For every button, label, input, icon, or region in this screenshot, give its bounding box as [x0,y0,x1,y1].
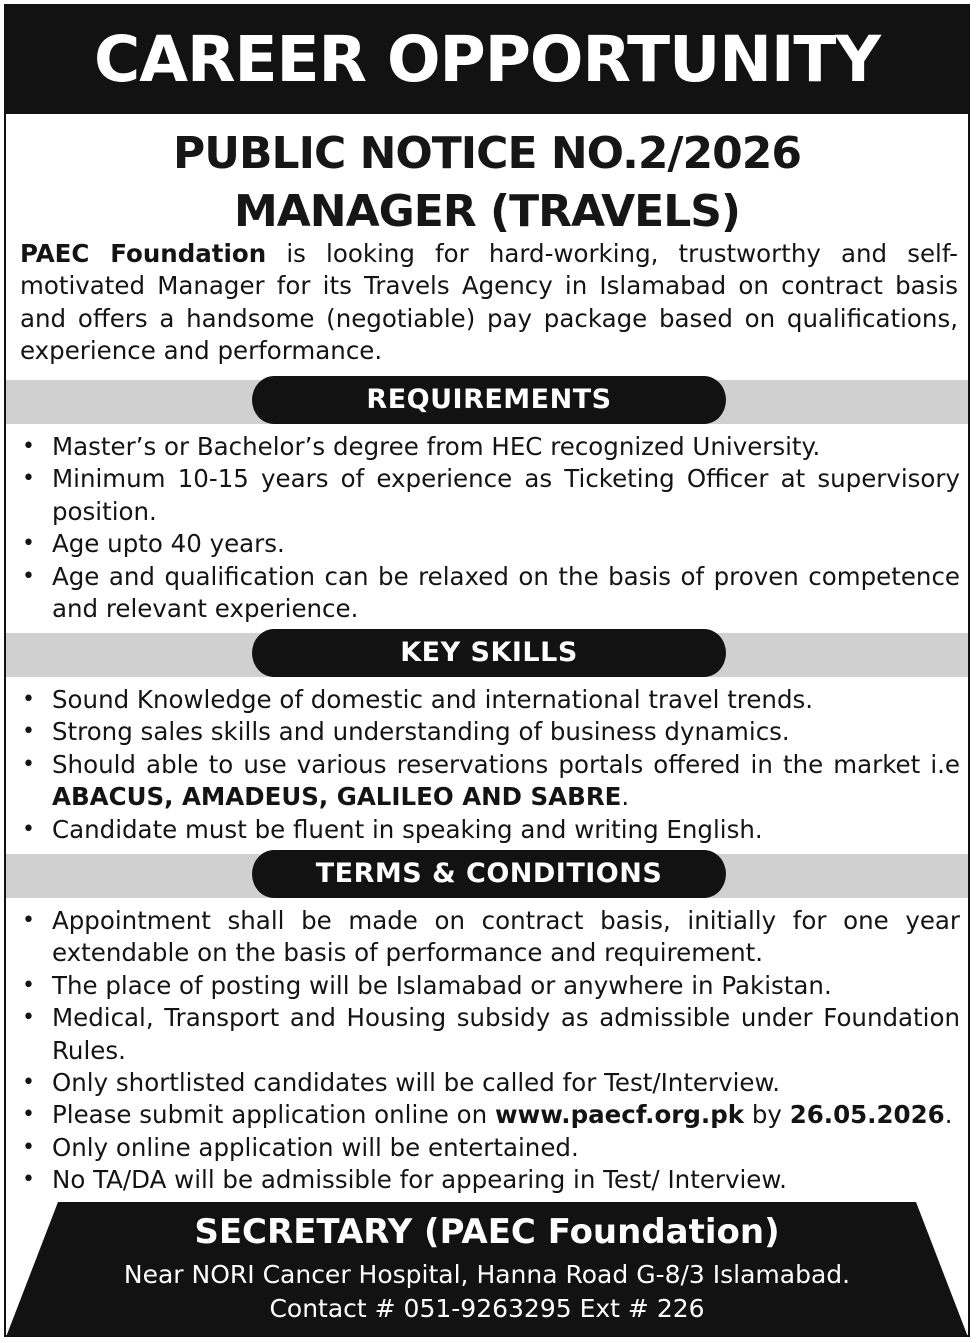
footer-contact-number: Contact # 051-9263295 Ext # 226 [269,1294,705,1323]
footer-title: SECRETARY (PAEC Foundation) [194,1212,780,1252]
footer-contact [6,1202,968,1337]
list-item: • Master’s or Bachelor’s degree from HEC recognized University. [22,432,821,461]
list-item: • Only online application will be entertained. [22,1132,579,1162]
list-item: • Age upto 40 years. [22,529,285,559]
list-item: • Please submit application online on www.paecf.org.pk by 26.05.2026. [22,1100,953,1130]
skills-list [16,684,960,846]
deadline-date: 26.05.2026 [789,1100,945,1130]
page-title: CAREER OPPORTUNITY [6,6,968,114]
list-item: • Should able to use various reservations portals offered in the market i.e ABACUS, AMADEUS, GALILEO AND SABRE. [22,749,960,812]
org-name: PAEC Foundation [20,239,267,268]
section-heading-skills: KEY SKILLS [252,629,726,677]
portal-names: ABACUS, AMADEUS, GALILEO AND SABRE [52,782,622,812]
list-item: • Age and qualification can be relaxed on the basis of proven competence and relevant experience. [22,561,960,624]
requirements-list [16,431,960,625]
notice-number: PUBLIC NOTICE NO.2/2026 [173,128,801,179]
post-title: MANAGER (TRAVELS) [233,186,741,237]
section-heading-terms: TERMS & CONDITIONS [252,850,726,898]
list-item: • No TA/DA will be admissible for appearing in Test/ Interview. [22,1165,787,1195]
intro-text: is looking for hard-working, trustworthy and self-motivated Manager for its Travels Agency in Islamabad on contract basis and offers a handsome (negotiable) pay package based on qualifications, experience and performance. [20,239,958,366]
list-item: • Appointment shall be made on contract basis, initially for one year extendable on the basis of performance and requirement. [22,906,960,968]
list-item: • Minimum 10-15 years of experience as Ticketing Officer at supervisory position. [22,464,960,526]
intro-paragraph [20,238,958,368]
list-item: • Sound Knowledge of domestic and international travel trends. [22,685,814,714]
list-item: • Medical, Transport and Housing subsidy as admissible under Foundation Rules. [22,1003,960,1065]
section-heading-requirements: REQUIREMENTS [252,376,726,424]
list-item: • Candidate must be fluent in speaking and writing English. [22,814,763,844]
advertisement [4,4,970,1337]
list-item: • The place of posting will be Islamabad or anywhere in Pakistan. [22,970,832,1000]
footer-address: Near NORI Cancer Hospital, Hanna Road G-8/3 Islamabad. [123,1260,851,1289]
list-item: • Only shortlisted candidates will be called for Test/Interview. [22,1068,781,1098]
website-link[interactable]: www.paecf.org.pk [494,1100,745,1130]
list-item: • Strong sales skills and understanding of business dynamics. [22,717,790,747]
terms-list [16,905,960,1197]
